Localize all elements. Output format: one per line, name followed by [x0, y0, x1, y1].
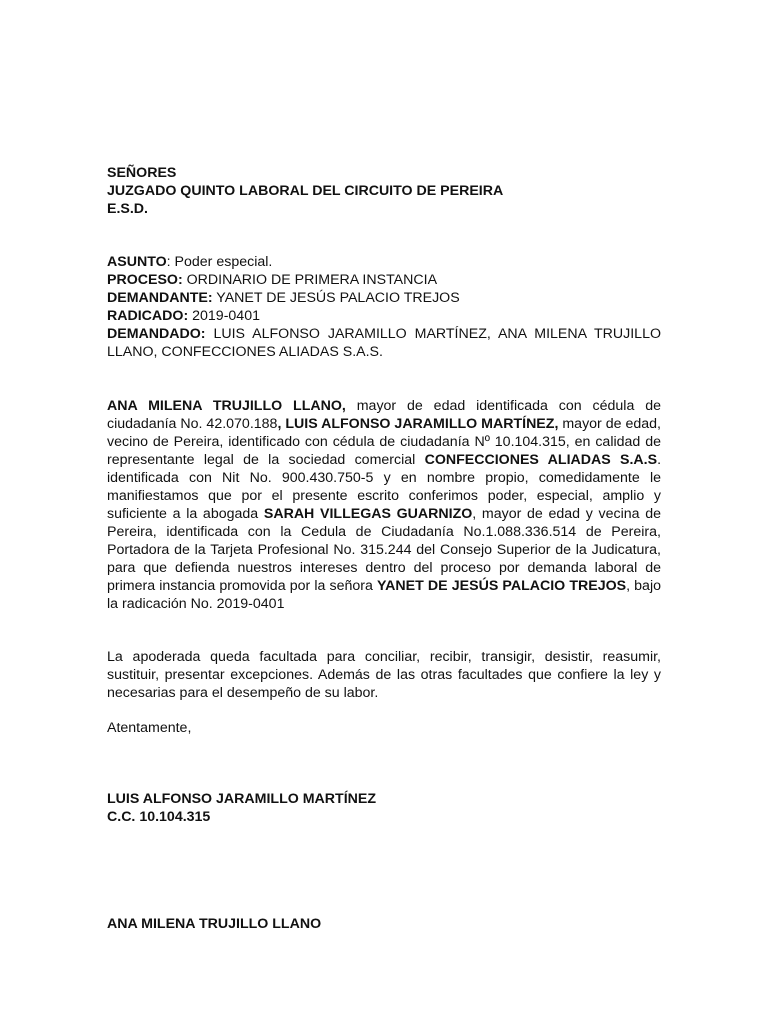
- paragraph-segment: mayor de edad identificada con cédula de ciudadanía No. 42.070.188: [107, 398, 661, 432]
- signatory-name-1: LUIS ALFONSO JARAMILLO MARTÍNEZ: [107, 791, 377, 807]
- asunto-line: [107, 253, 661, 271]
- paragraph-segment: , LUIS ALFONSO JARAMILLO MARTÍNEZ,: [277, 416, 559, 432]
- paragraph-segment: , bajo la radicación No. 2019-0401: [107, 578, 661, 612]
- paragraph-segment: . identificada con Nit No. 900.430.750-5 y en nombre propio, comedidamente le manifiestamos que por el presente escrito conferimos poder, especial, amplio y suficiente a la abogada: [107, 452, 662, 522]
- esd-abbreviation: E.S.D.: [107, 201, 148, 217]
- demandado-value: LUIS ALFONSO JARAMILLO MARTÍNEZ, ANA MILENA TRUJILLO LLANO, CONFECCIONES ALIADAS S.A.S.: [107, 326, 661, 360]
- demandado-line: [107, 325, 661, 361]
- demandante-line: [107, 289, 661, 307]
- paragraph-segment: SARAH VILLEGAS GUARNIZO: [263, 506, 473, 522]
- paragraph-segment: ANA MILENA TRUJILLO LLANO,: [107, 398, 346, 414]
- demandante-label: DEMANDANTE:: [107, 290, 213, 306]
- demandado-label: DEMANDADO:: [107, 326, 206, 342]
- radicado-value: 2019-0401: [188, 308, 260, 324]
- power-of-attorney-paragraph: [107, 397, 661, 613]
- paragraph-segment: mayor de edad, vecino de Pereira, identificado con cédula de ciudadanía Nº 10.104.315, en calidad de representante legal de la sociedad comercial: [107, 416, 661, 468]
- proceso-line: [107, 271, 661, 289]
- addressee-salutation: SEÑORES: [107, 165, 177, 181]
- case-details: [107, 253, 661, 361]
- paragraph-segment: CONFECCIONES ALIADAS S.A.S: [424, 452, 658, 468]
- asunto-value: : Poder especial.: [166, 254, 273, 270]
- asunto-label: ASUNTO: [107, 254, 167, 270]
- closing-salutation: Atentamente,: [107, 720, 192, 736]
- demandante-value: YANET DE JESÚS PALACIO TREJOS: [212, 290, 460, 306]
- court-name: JUZGADO QUINTO LABORAL DEL CIRCUITO DE PEREIRA: [107, 183, 504, 199]
- radicado-label: RADICADO:: [107, 308, 189, 324]
- signature-block-2: [107, 915, 661, 933]
- signature-block-1: [107, 790, 661, 826]
- proceso-label: PROCESO:: [107, 272, 183, 288]
- signatory-id-1: C.C. 10.104.315: [107, 809, 211, 825]
- paragraph-segment: YANET DE JESÚS PALACIO TREJOS: [377, 578, 627, 594]
- paragraph-segment: , mayor de edad y vecina de Pereira, identificada con la Cedula de Ciudadanía No.1.088.336.514 de Pereira, Portadora de la Tarjeta Profesional No. 315.244 del Consejo Superior de la Judicatura, para que defienda nuestros intereses dentro del proceso por demanda laboral de primera instancia promovida por la señora: [107, 506, 662, 594]
- faculties-paragraph: La apoderada queda facultada para conciliar, recibir, transigir, desistir, reasumir, sustituir, presentar excepciones. Además de las otras facultades que confiere la ley y necesarias para el desempeño de su labor.: [107, 649, 661, 701]
- signatory-name-2: ANA MILENA TRUJILLO LLANO: [107, 916, 322, 932]
- radicado-line: [107, 307, 661, 325]
- proceso-value: ORDINARIO DE PRIMERA INSTANCIA: [182, 272, 438, 288]
- addressee-block: [107, 164, 661, 218]
